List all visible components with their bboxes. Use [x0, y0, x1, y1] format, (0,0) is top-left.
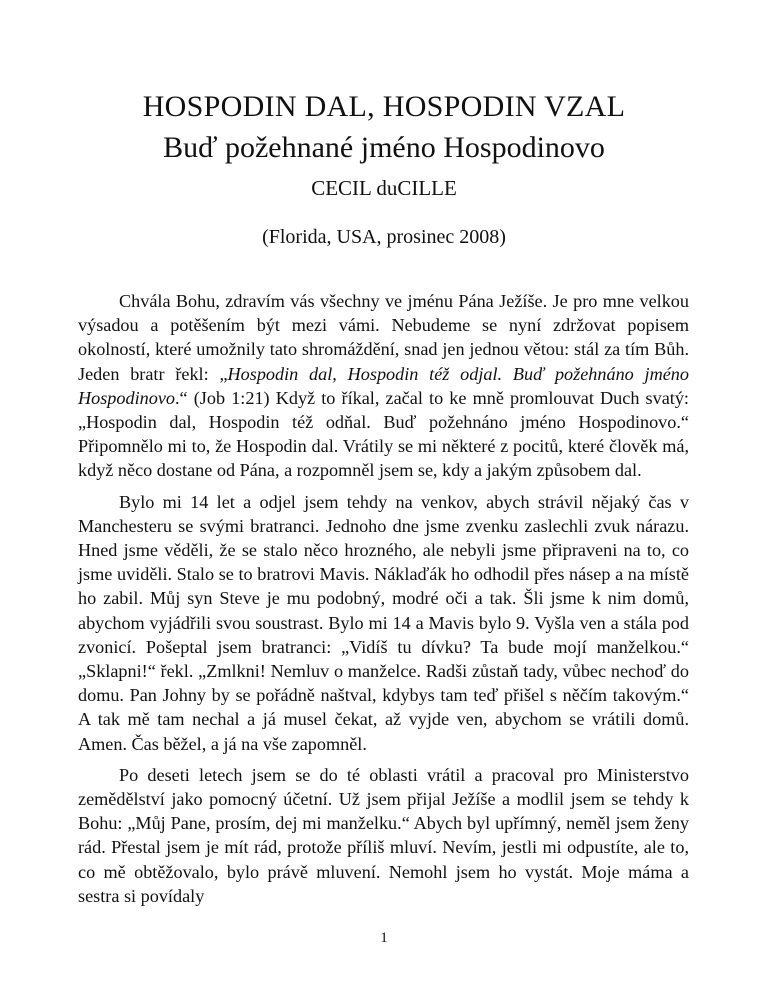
- paragraph-text: .“ (Job 1:21) Když to říkal, začal to ke mně promlouvat Duch svatý: „Hospodin dal, Hospodin též odňal. Buď požehnáno jméno Hospodinovo.“ Připomnělo mi to, že Hospodin dal. Vrátily se mi některé z pocitů, které člověk má, když něco dostane od Pána, a rozpomněl jsem se, kdy a jakým způsobem dal.: [78, 387, 689, 481]
- paragraph-text: Chvála Bohu, zdravím vás všechny ve jménu Pána Ježíše. Je pro mne velkou výsadou a potěšením být mezi vámi. Nebudeme se nyní zdržovat popisem okolností, které umožnily tato shromáždění, snad jen jednou větou: stál za tím Bůh. Jeden bratr řekl: „: [78, 291, 689, 384]
- paragraph: Bylo mi 14 let a odjel jsem tehdy na venkov, abych strávil nějaký čas v Manchesteru se svými bratranci. Jednoho dne jsme zvenku zaslechli zvuk nárazu. Hned jsme věděli, že se stalo něco hrozného, ale nebyli jsme připraveni na to, co jsme uviděli. Stalo se to bratrovi Mavis. Náklaďák ho odhodil přes násep a na místě ho zabil. Můj syn Steve je mu podobný, modré oči a tak. Šli jsme k nim domů, abychom vyjádřili svou soustrast. Bylo mi 14 a Mavis bylo 9. Vyšla ven a stála pod zvonicí. Pošeptal jsem bratranci: „Vidíš tu dívku? Ta bude mojí manželkou.“ „Sklapni!“ řekl. „Zmlkni! Nemluv o manželce. Radši zůstaň tady, vůbec nechoď do domu. Pan Johny by se pořádně naštval, kdybys tam teď přišel s něčím takovým.“ A tak mě tam nechal a já musel čekat, až vyjde ven, abychom se vrátili domů. Amen. Čas běžel, a já na vše zapomněl.: [78, 491, 689, 754]
- page-number: 1: [380, 930, 388, 946]
- document-subtitle: Buď požehnané jméno Hospodinovo: [163, 131, 605, 164]
- location-date: (Florida, USA, prosinec 2008): [262, 226, 506, 248]
- author-name: CECIL duCILLE: [311, 176, 457, 200]
- document-title: HOSPODIN DAL, HOSPODIN VZAL: [142, 90, 626, 123]
- paragraph: [78, 289, 689, 483]
- body-text: [78, 289, 689, 915]
- paragraph: Po deseti letech jsem se do té oblasti vrátil a pracoval pro Ministerstvo zemědělství jako pomocný účetní. Už jsem přijal Ježíše a modlil jsem se tehdy k Bohu: „Můj Pane, prosím, dej mi manželku.“ Abych byl upřímný, neměl jsem ženy rád. Přestal jsem je mít rád, protože příliš mluví. Nevím, jestli mi odpustíte, ale to, co mě obtěžovalo, bylo právě mluvení. Nemohl jsem ho vystát. Moje máma a sestra si povídaly: [78, 764, 689, 906]
- scripture-quote: Hospodin dal, Hospodin též odjal. Buď požehnáno jméno Hospodinovo: [78, 363, 689, 408]
